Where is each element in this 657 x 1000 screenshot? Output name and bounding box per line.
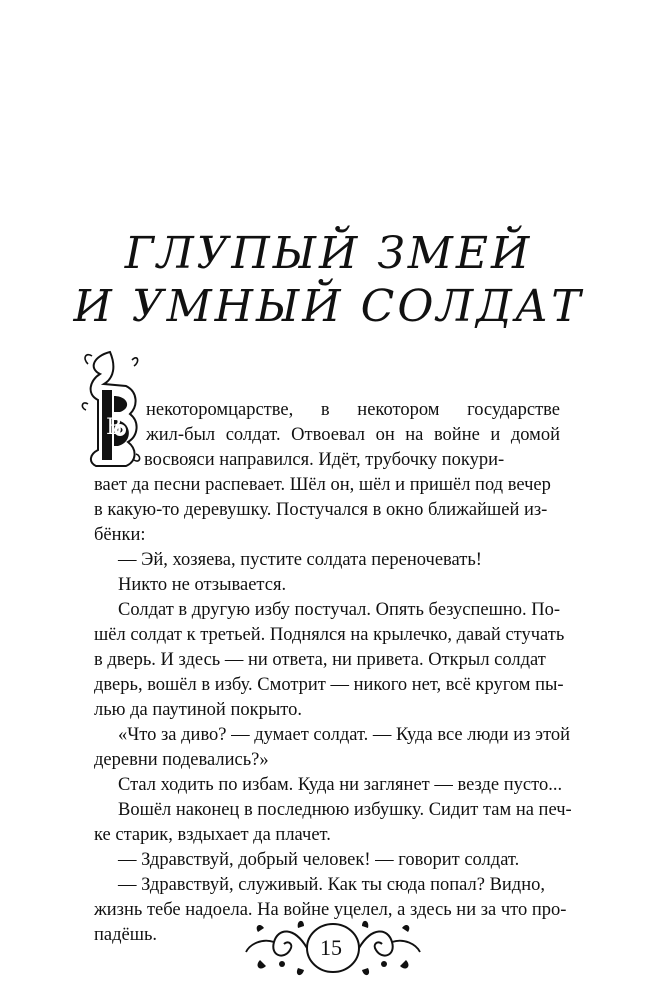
text-line: Вошёл наконец в последнюю избушку. Сидит там на печ- [118, 800, 572, 820]
text-line: Никто не отзывается. [118, 575, 287, 595]
first-paragraph-start [146, 398, 560, 448]
text-line: деревни подевались?» [94, 750, 269, 770]
text-line: — Здравствуй, добрый человек! — говорит солдат. [118, 850, 520, 870]
text-line: восвояси направился. Идёт, трубочку покури- [144, 450, 505, 470]
text-line: бёнки: [94, 525, 146, 545]
text-line: — Здравствуй, служивый. Как ты сюда попал? Видно, [118, 875, 545, 895]
text-line: Солдат в другую избу постучал. Опять безуспешно. По- [118, 600, 561, 620]
text-line: в какую-то деревушку. Постучался в окно ближайшей из- [94, 500, 548, 520]
text-line: Стал ходить по избам. Куда ни заглянет — везде пусто... [118, 775, 563, 795]
text-line: «Что за диво? — думает солдат. — Куда все люди из этой [118, 725, 571, 745]
page-number: 15 [320, 935, 342, 960]
text-line: — Эй, хозяева, пустите солдата переночевать! [118, 550, 482, 570]
title-line-2: И УМНЫЙ СОЛДАТ [73, 281, 584, 332]
title-line-1: ГЛУПЫЙ ЗМЕЙ [124, 228, 533, 279]
drop-cap-letter: В [106, 415, 123, 440]
text-line: лью да паутиной покрыто. [94, 700, 302, 720]
text-line: жизнь тебе надоела. На войне уцелел, а здесь ни за что про- [94, 900, 567, 920]
text-line: шёл солдат к третьей. Поднялся на крылечко, давай стучать [94, 625, 565, 645]
body-text [94, 448, 572, 948]
text-line: вает да песни распевает. Шёл он, шёл и пришёл под вечер [94, 475, 551, 495]
text-line: некоторомцарстве, в некотором государстве [146, 400, 560, 420]
text-line: ке старик, вздыхает да плачет. [94, 825, 331, 845]
text-line: дверь, вошёл в избу. Смотрит — никого нет, всё кругом пы- [94, 675, 564, 695]
text-line: падёшь. [94, 925, 158, 945]
text-line: в дверь. И здесь — ни ответа, ни привета. Открыл солдат [94, 650, 546, 670]
text-line: жил-был солдат. Отвоевал он на войне и домой [146, 425, 560, 445]
